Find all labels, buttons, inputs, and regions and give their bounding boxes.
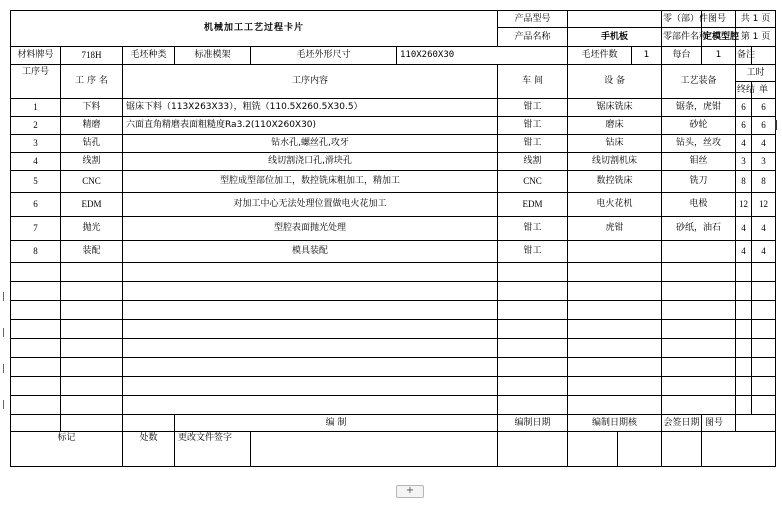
page-number: 第 1 页	[736, 28, 776, 47]
time-unit-cell[interactable]: 6	[752, 99, 776, 117]
blank-size-label: 毛坯外形尺寸	[251, 47, 397, 65]
empty-cell[interactable]	[662, 377, 736, 396]
product-name-value[interactable]: 手机板	[568, 28, 662, 47]
time-unit-cell[interactable]: 3	[752, 153, 776, 171]
empty-cell[interactable]	[498, 396, 568, 415]
time-unit-cell[interactable]: 4	[752, 241, 776, 263]
empty-cell[interactable]	[662, 358, 736, 377]
empty-cell[interactable]	[123, 282, 498, 301]
empty-cell[interactable]	[61, 377, 123, 396]
seq-cell[interactable]: 4	[11, 153, 61, 171]
content-cell[interactable]: 对加工中心无法处理位置做电火花加工	[123, 193, 498, 217]
col-name-header: 工 序 名	[61, 65, 123, 99]
header-row-1	[11, 11, 776, 28]
empty-cell[interactable]	[11, 263, 61, 282]
product-model-value[interactable]	[568, 11, 662, 28]
compile-date-label: 编制日期	[498, 415, 568, 432]
content-cell[interactable]: 型腔成型部位加工，数控铣床粗加工，精加工	[123, 171, 498, 193]
name-cell[interactable]: CNC	[61, 171, 123, 193]
product-model-label: 产品型号	[498, 11, 568, 28]
workshop-cell[interactable]: 钳工	[498, 241, 568, 263]
empty-cell[interactable]	[11, 358, 61, 377]
table-row	[11, 241, 776, 263]
product-name-label: 产品名称	[498, 28, 568, 47]
empty-cell[interactable]	[123, 358, 498, 377]
empty-cell[interactable]	[736, 301, 752, 320]
review-date-label: 编制日期核	[568, 415, 662, 432]
material-grade-label: 材料牌号	[11, 47, 61, 65]
empty-cell[interactable]	[568, 282, 662, 301]
name-cell[interactable]: 精磨	[61, 117, 123, 135]
text-cursor-marker	[775, 120, 777, 130]
place-count-label: 处数	[123, 432, 175, 467]
empty-cell[interactable]	[498, 320, 568, 339]
empty-row	[11, 320, 776, 339]
table-row	[11, 117, 776, 135]
empty-row	[11, 263, 776, 282]
change-doc-sign-label: 更改文件签字	[175, 432, 251, 467]
empty-row	[11, 358, 776, 377]
content-cell[interactable]: 六面直角精磨表面粗糙度Ra3.2(110X260X30)	[123, 117, 498, 135]
time-final-cell[interactable]: 4	[736, 135, 752, 153]
empty-cell[interactable]	[752, 301, 776, 320]
empty-cell[interactable]	[736, 339, 752, 358]
empty-cell[interactable]	[752, 282, 776, 301]
empty-cell[interactable]	[736, 263, 752, 282]
workshop-cell[interactable]: 钳工	[498, 217, 568, 241]
empty-cell[interactable]	[61, 282, 123, 301]
table-row	[11, 99, 776, 117]
time-unit-cell[interactable]: 4	[752, 217, 776, 241]
workshop-cell[interactable]: 钳工	[498, 135, 568, 153]
empty-cell[interactable]	[123, 320, 498, 339]
empty-cell[interactable]	[662, 282, 736, 301]
equipment-cell[interactable]: 电火花机	[568, 193, 662, 217]
table-row	[11, 193, 776, 217]
empty-cell[interactable]	[123, 263, 498, 282]
drawing-no-value[interactable]	[736, 415, 776, 432]
empty-cell[interactable]	[568, 320, 662, 339]
time-unit-cell[interactable]: 8	[752, 171, 776, 193]
per-unit-label: 每台	[662, 47, 702, 65]
compile-label: 编 制	[175, 415, 498, 432]
tooling-cell[interactable]: 锯条，虎钳	[662, 99, 736, 117]
footer-row-2	[11, 432, 776, 467]
per-unit-value[interactable]: 1	[702, 47, 736, 65]
empty-cell[interactable]	[568, 301, 662, 320]
empty-cell[interactable]	[568, 396, 662, 415]
empty-cell[interactable]	[498, 263, 568, 282]
process-card-table	[10, 10, 776, 467]
content-cell[interactable]: 线切割浇口孔,滑块孔	[123, 153, 498, 171]
sign-blank[interactable]	[618, 432, 662, 467]
workshop-cell[interactable]: EDM	[498, 193, 568, 217]
time-unit-cell[interactable]: 12	[752, 193, 776, 217]
empty-cell[interactable]	[61, 263, 123, 282]
seq-cell[interactable]: 7	[11, 217, 61, 241]
material-row	[11, 47, 776, 65]
time-final-cell[interactable]: 3	[736, 153, 752, 171]
tooling-cell[interactable]: 钼丝	[662, 153, 736, 171]
empty-cell[interactable]	[736, 396, 752, 415]
empty-row	[11, 301, 776, 320]
equipment-cell[interactable]: 锯床铣床	[568, 99, 662, 117]
workshop-cell[interactable]: 钳工	[498, 117, 568, 135]
name-cell[interactable]: 抛光	[61, 217, 123, 241]
empty-cell[interactable]	[752, 263, 776, 282]
empty-cell[interactable]	[568, 263, 662, 282]
name-cell[interactable]: 线割	[61, 153, 123, 171]
sign-blank[interactable]	[568, 432, 618, 467]
col-content-header: 工序内容	[123, 65, 498, 99]
content-cell[interactable]: 钻水孔,螺丝孔,攻牙	[123, 135, 498, 153]
time-unit-cell[interactable]: 4	[752, 135, 776, 153]
name-cell[interactable]: 钻孔	[61, 135, 123, 153]
empty-cell[interactable]	[61, 339, 123, 358]
empty-cell[interactable]	[123, 339, 498, 358]
name-cell[interactable]: 装配	[61, 241, 123, 263]
name-cell[interactable]: EDM	[61, 193, 123, 217]
workshop-cell[interactable]: CNC	[498, 171, 568, 193]
process-card-document	[10, 10, 775, 485]
sign-blank[interactable]	[251, 432, 498, 467]
footer-row-1	[11, 415, 776, 432]
blank-count-label: 毛坯件数	[568, 47, 632, 65]
equipment-cell[interactable]: 磨床	[568, 117, 662, 135]
content-cell[interactable]: 锯床下料（113X263X33），粗铣（110.5X260.5X30.5）	[123, 99, 498, 117]
sign-blank[interactable]	[702, 432, 776, 467]
blank-type-label: 毛坯种类	[123, 47, 175, 65]
seq-cell[interactable]: 5	[11, 171, 61, 193]
content-cell[interactable]: 模具装配	[123, 241, 498, 263]
tooling-cell[interactable]: 砂纸，油石	[662, 217, 736, 241]
empty-cell[interactable]	[736, 320, 752, 339]
empty-cell[interactable]	[11, 320, 61, 339]
part-name-value[interactable]: 定模型腔	[702, 28, 736, 47]
empty-cell[interactable]	[11, 377, 61, 396]
empty-cell[interactable]	[498, 282, 568, 301]
table-row	[11, 153, 776, 171]
table-row	[11, 135, 776, 153]
table-row	[11, 171, 776, 193]
empty-cell[interactable]	[498, 301, 568, 320]
material-grade-value[interactable]: 718H	[61, 47, 123, 65]
time-final-cell[interactable]: 8	[736, 171, 752, 193]
col-time-final-header: 终结	[736, 82, 752, 99]
empty-cell[interactable]	[498, 377, 568, 396]
empty-cell[interactable]	[498, 339, 568, 358]
col-time-unit-header: 单	[752, 82, 776, 99]
countersign-date-label: 会签日期	[662, 415, 702, 432]
empty-cell[interactable]	[662, 396, 736, 415]
empty-cell[interactable]	[61, 301, 123, 320]
tooling-cell[interactable]: 铣刀	[662, 171, 736, 193]
seq-cell[interactable]: 2	[11, 117, 61, 135]
empty-cell[interactable]	[662, 339, 736, 358]
col-tooling-header: 工艺装备	[662, 65, 736, 99]
empty-cell[interactable]	[662, 320, 736, 339]
equipment-cell[interactable]: 线切割机床	[568, 153, 662, 171]
seq-cell[interactable]: 8	[11, 241, 61, 263]
drawing-no-label: 图号	[702, 415, 736, 432]
time-final-cell[interactable]: 6	[736, 117, 752, 135]
blank-count-value[interactable]: 1	[632, 47, 662, 65]
empty-cell[interactable]	[498, 358, 568, 377]
remarks-value[interactable]	[752, 47, 776, 65]
col-time-header: 工时	[736, 65, 776, 82]
empty-row	[11, 282, 776, 301]
blank-type-value[interactable]: 标准模架	[175, 47, 251, 65]
row-marker	[0, 328, 4, 337]
tooling-cell[interactable]: 砂轮	[662, 117, 736, 135]
empty-cell[interactable]	[662, 301, 736, 320]
total-pages: 共 1 页	[736, 11, 776, 28]
equipment-cell[interactable]: 虎钳	[568, 217, 662, 241]
column-header-row	[11, 65, 776, 82]
equipment-cell[interactable]: 钻床	[568, 135, 662, 153]
content-cell[interactable]: 型腔表面抛光处理	[123, 217, 498, 241]
remarks-label: 备注	[736, 47, 752, 65]
empty-cell[interactable]	[752, 396, 776, 415]
footer-blank	[61, 415, 123, 432]
workshop-cell[interactable]: 线割	[498, 153, 568, 171]
table-row	[11, 217, 776, 241]
empty-cell[interactable]	[123, 377, 498, 396]
empty-cell[interactable]	[11, 282, 61, 301]
row-marker	[0, 364, 4, 373]
empty-cell[interactable]	[568, 358, 662, 377]
time-unit-cell[interactable]: 6	[752, 117, 776, 135]
empty-cell[interactable]	[123, 301, 498, 320]
time-final-cell[interactable]: 4	[736, 241, 752, 263]
part-name-label: 零部件名称	[662, 28, 702, 47]
equipment-cell[interactable]	[568, 241, 662, 263]
card-title: 机械加工工艺过程卡片	[11, 11, 498, 47]
empty-cell[interactable]	[11, 396, 61, 415]
col-workshop-header: 车 间	[498, 65, 568, 99]
empty-cell[interactable]	[752, 377, 776, 396]
seq-cell[interactable]: 6	[11, 193, 61, 217]
equipment-cell[interactable]: 数控铣床	[568, 171, 662, 193]
add-row-button[interactable]: +	[396, 485, 424, 498]
col-equipment-header: 设 备	[568, 65, 662, 99]
empty-cell[interactable]	[662, 263, 736, 282]
empty-cell[interactable]	[11, 339, 61, 358]
row-marker	[0, 400, 4, 409]
tooling-cell[interactable]: 钻头，丝攻	[662, 135, 736, 153]
empty-cell[interactable]	[752, 320, 776, 339]
name-cell[interactable]: 下料	[61, 99, 123, 117]
blank-size-value[interactable]: 110X260X30	[397, 47, 568, 65]
row-marker	[0, 292, 4, 301]
part-drawing-label: 零（部）件图号	[662, 11, 702, 28]
sign-blank[interactable]	[498, 432, 568, 467]
workshop-cell[interactable]: 钳工	[498, 99, 568, 117]
empty-row	[11, 377, 776, 396]
empty-cell[interactable]	[61, 320, 123, 339]
empty-cell[interactable]	[61, 396, 123, 415]
time-final-cell[interactable]: 12	[736, 193, 752, 217]
empty-row	[11, 339, 776, 358]
time-final-cell[interactable]: 4	[736, 217, 752, 241]
empty-cell[interactable]	[736, 377, 752, 396]
empty-cell[interactable]	[568, 339, 662, 358]
tooling-cell[interactable]: 电极	[662, 193, 736, 217]
empty-cell[interactable]	[736, 282, 752, 301]
tooling-cell[interactable]	[662, 241, 736, 263]
empty-cell[interactable]	[736, 358, 752, 377]
sign-blank[interactable]	[662, 432, 702, 467]
empty-row	[11, 396, 776, 415]
empty-cell[interactable]	[61, 358, 123, 377]
col-seq-header: 工序号	[11, 65, 61, 99]
footer-blank	[11, 415, 61, 432]
time-final-cell[interactable]: 6	[736, 99, 752, 117]
empty-cell[interactable]	[11, 301, 61, 320]
seq-cell[interactable]: 3	[11, 135, 61, 153]
empty-cell[interactable]	[568, 377, 662, 396]
empty-cell[interactable]	[752, 358, 776, 377]
footer-blank	[123, 415, 175, 432]
mark-label: 标记	[11, 432, 123, 467]
empty-cell[interactable]	[752, 339, 776, 358]
seq-cell[interactable]: 1	[11, 99, 61, 117]
empty-cell[interactable]	[123, 396, 498, 415]
